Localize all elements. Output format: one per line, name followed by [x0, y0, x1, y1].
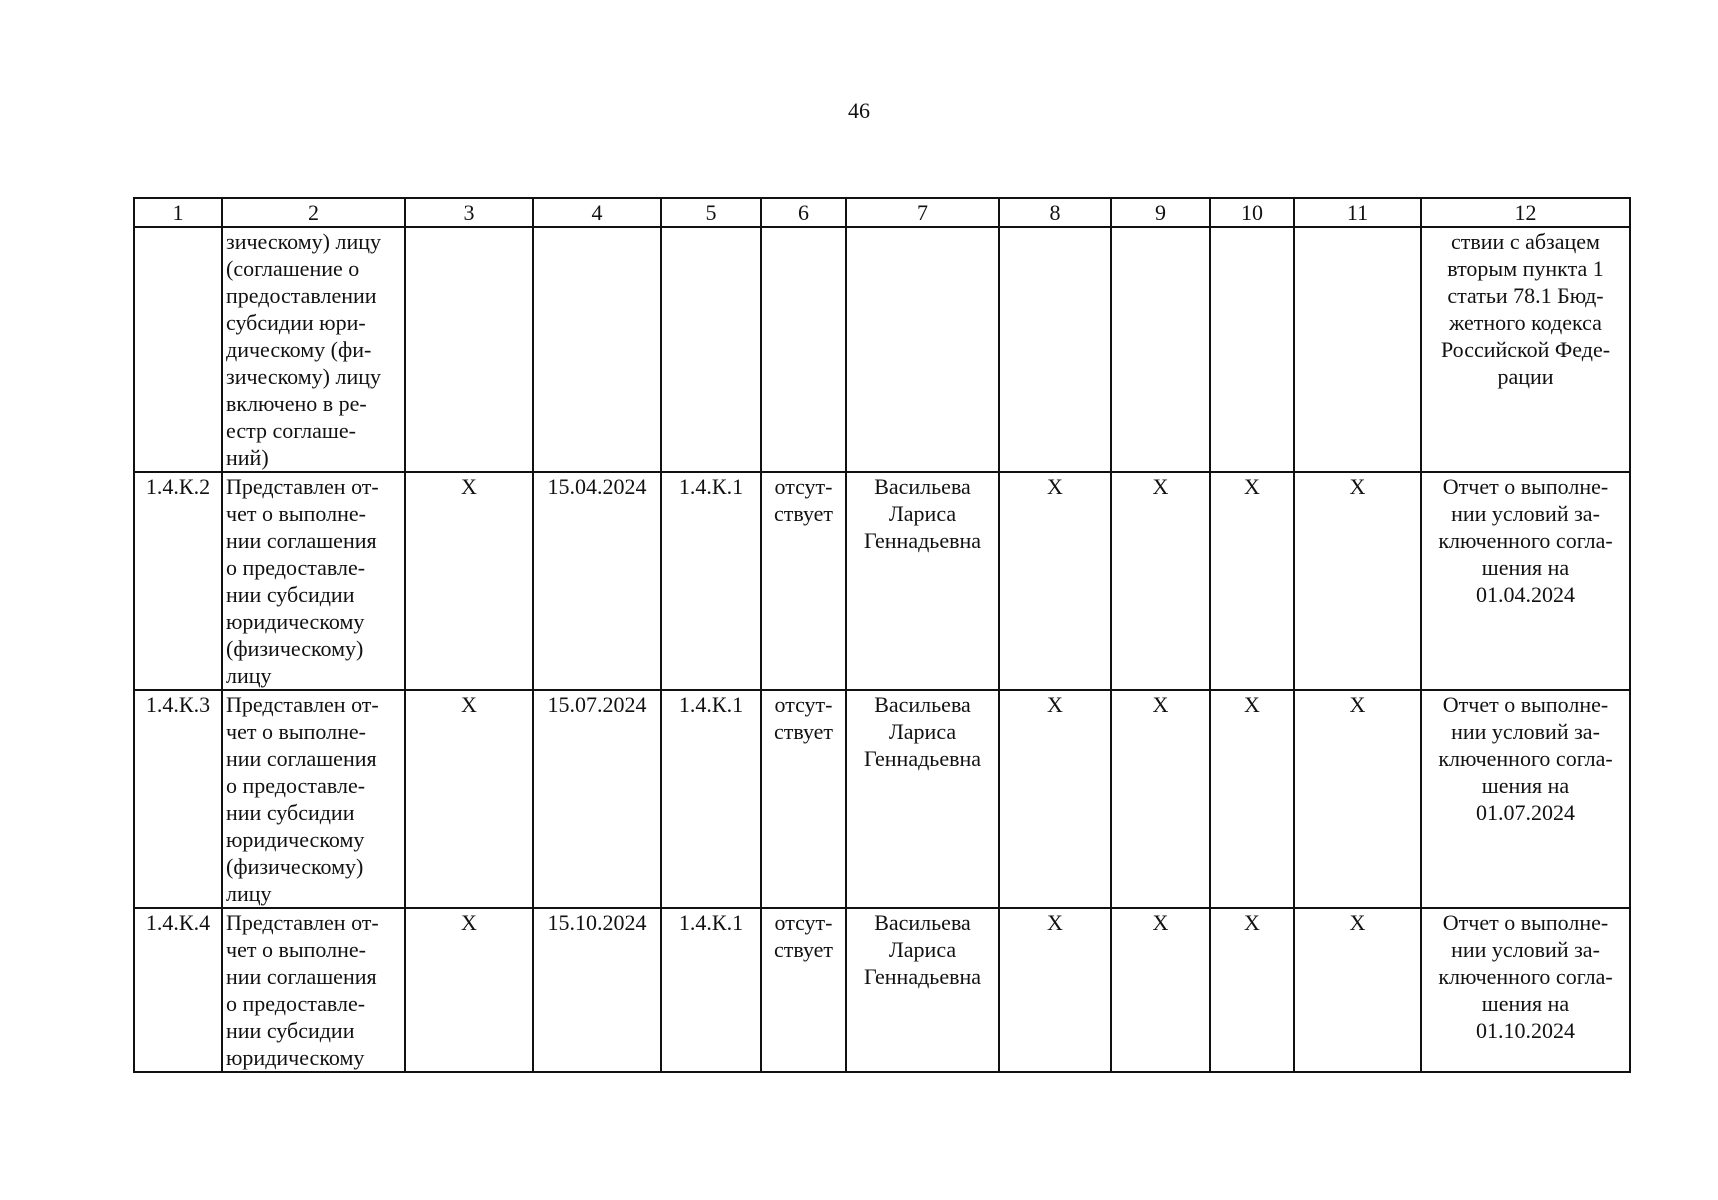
table-row [134, 908, 1630, 1072]
cell-text: Васильева Лариса Геннадьевна [863, 474, 982, 553]
cell-text: X [461, 692, 477, 717]
cell-text: Представлен от- чет о выполне- нии соглашения о предоставле- нии субсидии юридическому (физическому) лицу [226, 692, 379, 906]
table-cell [222, 227, 405, 472]
cell-text: X [1152, 910, 1169, 935]
cell-text: 15.04.2024 [547, 474, 647, 499]
cell-text: X [1349, 692, 1366, 717]
table-cell [1294, 908, 1421, 1072]
column-header: 9 [1111, 198, 1210, 227]
table-row [134, 690, 1630, 908]
table-cell [533, 227, 661, 472]
cell-text: Отчет о выполне- нии условий за- ключенного согла- шения на 01.10.2024 [1438, 910, 1613, 1043]
cell-text: 1.4.К.1 [678, 474, 744, 499]
cell-text: зическому) лицу (соглашение о предоставлении субсидии юри- дическому (фи- зическому) лицу включено в ре- естр соглаше- ний) [226, 229, 382, 470]
cell-text: X [1349, 910, 1366, 935]
table-cell [1210, 472, 1294, 690]
column-header: 7 [846, 198, 999, 227]
table-cell [405, 908, 533, 1072]
cell-text: Васильева Лариса Геннадьевна [863, 910, 982, 989]
table-cell [1421, 908, 1630, 1072]
cell-text: X [1152, 474, 1169, 499]
table-cell [761, 472, 846, 690]
continuation-row [134, 227, 1630, 472]
table-cell [661, 472, 761, 690]
column-header: 2 [222, 198, 405, 227]
table-cell [761, 690, 846, 908]
table-cell [533, 908, 661, 1072]
cell-text: X [1244, 692, 1260, 717]
cell-text: X [1047, 910, 1063, 935]
table-cell [1421, 472, 1630, 690]
table-cell [846, 908, 999, 1072]
column-header: 4 [533, 198, 661, 227]
column-header: 3 [405, 198, 533, 227]
cell-text: 1.4.К.1 [678, 692, 744, 717]
column-header: 6 [761, 198, 846, 227]
table-cell [661, 227, 761, 472]
header-row [134, 198, 1630, 227]
table-cell [846, 227, 999, 472]
column-header: 8 [999, 198, 1111, 227]
column-header: 5 [661, 198, 761, 227]
cell-text: Отчет о выполне- нии условий за- ключенного согла- шения на 01.07.2024 [1438, 692, 1613, 825]
cell-text: Васильева Лариса Геннадьевна [863, 692, 982, 771]
table-cell [761, 227, 846, 472]
table-cell [1111, 908, 1210, 1072]
column-header: 11 [1294, 198, 1421, 227]
table-cell [1210, 908, 1294, 1072]
table-cell [661, 908, 761, 1072]
table-cell [661, 690, 761, 908]
table-cell [134, 472, 222, 690]
cell-text: X [1244, 910, 1260, 935]
cell-text: 1.4.К.2 [145, 474, 211, 499]
cell-text: Отчет о выполне- нии условий за- ключенного согла- шения на 01.04.2024 [1438, 474, 1613, 607]
cell-text: X [1244, 474, 1260, 499]
table-cell [1111, 472, 1210, 690]
table-cell [1111, 690, 1210, 908]
table-cell [999, 908, 1111, 1072]
table-cell [134, 908, 222, 1072]
report-table [133, 197, 1631, 1073]
table-cell [846, 690, 999, 908]
cell-text: отсут- ствует [773, 692, 834, 744]
cell-text: ствии с абзацем вторым пункта 1 статьи 78.1 Бюд- жетного кодекса Российской Феде- рации [1440, 229, 1611, 389]
cell-text: Представлен от- чет о выполне- нии соглашения о предоставле- нии субсидии юридическому (физическому) лицу [226, 474, 379, 688]
table-cell [1111, 227, 1210, 472]
table-cell [1294, 227, 1421, 472]
cell-text: X [1047, 692, 1063, 717]
cell-text: 15.07.2024 [547, 692, 647, 717]
table-cell [846, 472, 999, 690]
column-header: 10 [1210, 198, 1294, 227]
table-cell [405, 690, 533, 908]
cell-text: X [461, 474, 477, 499]
table-cell [405, 227, 533, 472]
cell-text: Представлен от- чет о выполне- нии соглашения о предоставле- нии субсидии юридическому [226, 910, 379, 1070]
table-cell [533, 690, 661, 908]
table-cell [1294, 690, 1421, 908]
cell-text: X [1349, 474, 1366, 499]
cell-text: отсут- ствует [773, 910, 834, 962]
table-cell [999, 472, 1111, 690]
table-cell [134, 690, 222, 908]
table-cell [222, 908, 405, 1072]
cell-text: 15.10.2024 [547, 910, 647, 935]
table-cell [761, 908, 846, 1072]
table-cell [222, 690, 405, 908]
table-cell [533, 472, 661, 690]
page-number: 46 [848, 98, 870, 123]
column-header: 1 [134, 198, 222, 227]
cell-text: 1.4.К.4 [145, 910, 211, 935]
table-cell [999, 690, 1111, 908]
table-row [134, 472, 1630, 690]
table-cell [222, 472, 405, 690]
table-cell [134, 227, 222, 472]
cell-text: 1.4.К.1 [678, 910, 744, 935]
cell-text: 1.4.К.3 [145, 692, 211, 717]
table-cell [1421, 690, 1630, 908]
table-cell [1294, 472, 1421, 690]
table-cell [1210, 690, 1294, 908]
cell-text: отсут- ствует [773, 474, 834, 526]
table-cell [1421, 227, 1630, 472]
table-cell [999, 227, 1111, 472]
table-cell [1210, 227, 1294, 472]
table-cell [405, 472, 533, 690]
column-header: 12 [1421, 198, 1630, 227]
cell-text: X [461, 910, 477, 935]
cell-text: X [1152, 692, 1169, 717]
cell-text: X [1047, 474, 1063, 499]
